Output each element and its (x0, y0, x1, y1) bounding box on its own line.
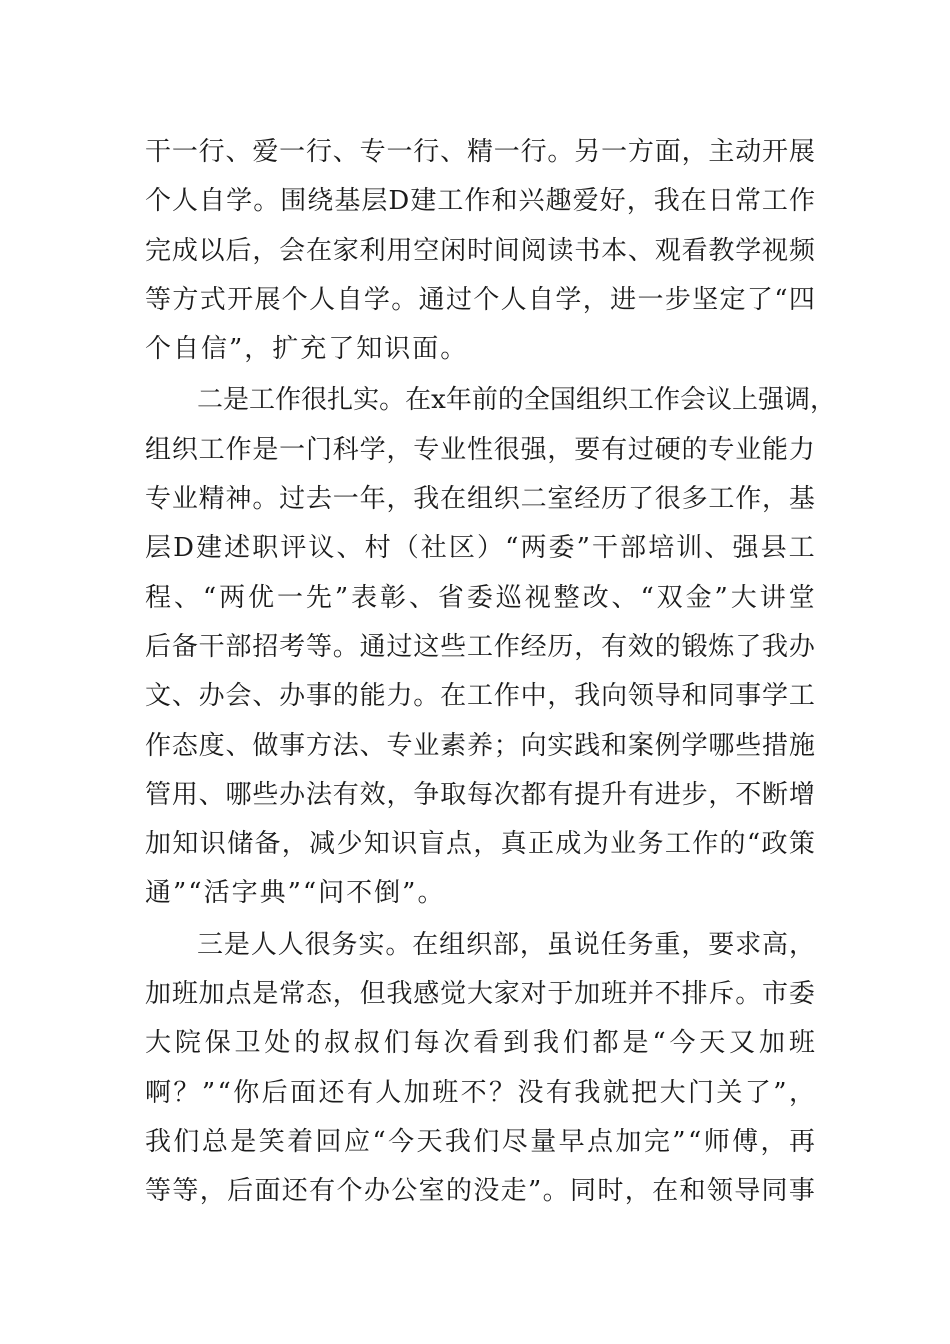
text-line: 程 、 “ 两 优 一 先 ” 表 彰 、 省 委 巡 视 整 改 、 “ 双 金 ” 大 讲 堂 (145, 582, 815, 613)
text-line: 啊 ？ ” “ 你 后 面 还 有 人 加 班 不 ？ 没 有 我 就 把 大 门 关 了 ” ， (145, 1077, 815, 1108)
text-line: 我 们 总 是 笑 着 回 应 “ 今 天 我 们 尽 量 早 点 加 完 ” “ 师 傅 ， 再 (145, 1126, 815, 1157)
text-line: 通”“活字典”“问不倒”。 (145, 878, 446, 909)
text-line: 后 备 干 部 招 考 等 。 通 过 这 些 工 作 经 历 ， 有 效 的 锻 炼 了 我 办 (145, 631, 815, 662)
text-line: 层 D 建 述 职 评 议 、 村 （ 社 区 ） “ 两 委 ” 干 部 培 训 、 强 县 工 (145, 533, 815, 564)
text-line: 个 人 自 学 。 围 绕 基 层 D 建 工 作 和 兴 趣 爱 好 ， 我 在 日 常 工 作 (145, 186, 815, 217)
text-line: 大 院 保 卫 处 的 叔 叔 们 每 次 看 到 我 们 都 是 “ 今 天 又 加 班 (145, 1028, 815, 1059)
text-line: 干 一 行 、 爱 一 行 、 专 一 行 、 精 一 行 。 另 一 方 面 ， 主 动 开 展 (145, 137, 815, 167)
body-text (145, 128, 837, 1217)
paragraph-first-line: 二 是 工 作 很 扎 实 。 在 x 年 前 的 全 国 组 织 工 作 会 议 上 强 调 ， (197, 385, 837, 416)
text-line: 加 知 识 储 备 ， 减 少 知 识 盲 点 ， 真 正 成 为 业 务 工 作 的 “ 政 策 (145, 829, 815, 860)
text-line: 管 用 、 哪 些 办 法 有 效 ， 争 取 每 次 都 有 提 升 有 进 步 ， 不 断 增 (145, 779, 815, 810)
text-line: 作 态 度 、 做 事 方 法 、 专 业 素 养 ； 向 实 践 和 案 例 学 哪 些 措 施 (145, 730, 815, 761)
text-line: 加 班 加 点 是 常 态 ， 但 我 感 觉 大 家 对 于 加 班 并 不 排 斥 。 市 委 (145, 979, 815, 1010)
text-line: 专 业 精 神 。 过 去 一 年 ， 我 在 组 织 二 室 经 历 了 很 多 工 作 ， 基 (145, 484, 815, 515)
text-line: 等 方 式 开 展 个 人 自 学 。 通 过 个 人 自 学 ， 进 一 步 坚 定 了 “ 四 (145, 284, 815, 315)
text-line: 个自信”，扩充了知识面。 (145, 334, 469, 365)
text-line: 组 织 工 作 是 一 门 科 学 ， 专 业 性 很 强 ， 要 有 过 硬 的 专 业 能 力 (145, 434, 815, 465)
text-line: 文 、 办 会 、 办 事 的 能 力 。 在 工 作 中 ， 我 向 领 导 和 同 事 学 工 (145, 681, 815, 712)
text-line: 等 等 ， 后 面 还 有 个 办 公 室 的 没 走 ” 。 同 时 ， 在 和 领 导 同 事 (145, 1176, 815, 1207)
paragraph-first-line: 三 是 人 人 很 务 实 。 在 组 织 部 ， 虽 说 任 务 重 ， 要 求 高 ， (197, 929, 815, 960)
text-line: 完 成 以 后 ， 会 在 家 利 用 空 闲 时 间 阅 读 书 本 、 观 看 教 学 视 频 (145, 235, 815, 266)
